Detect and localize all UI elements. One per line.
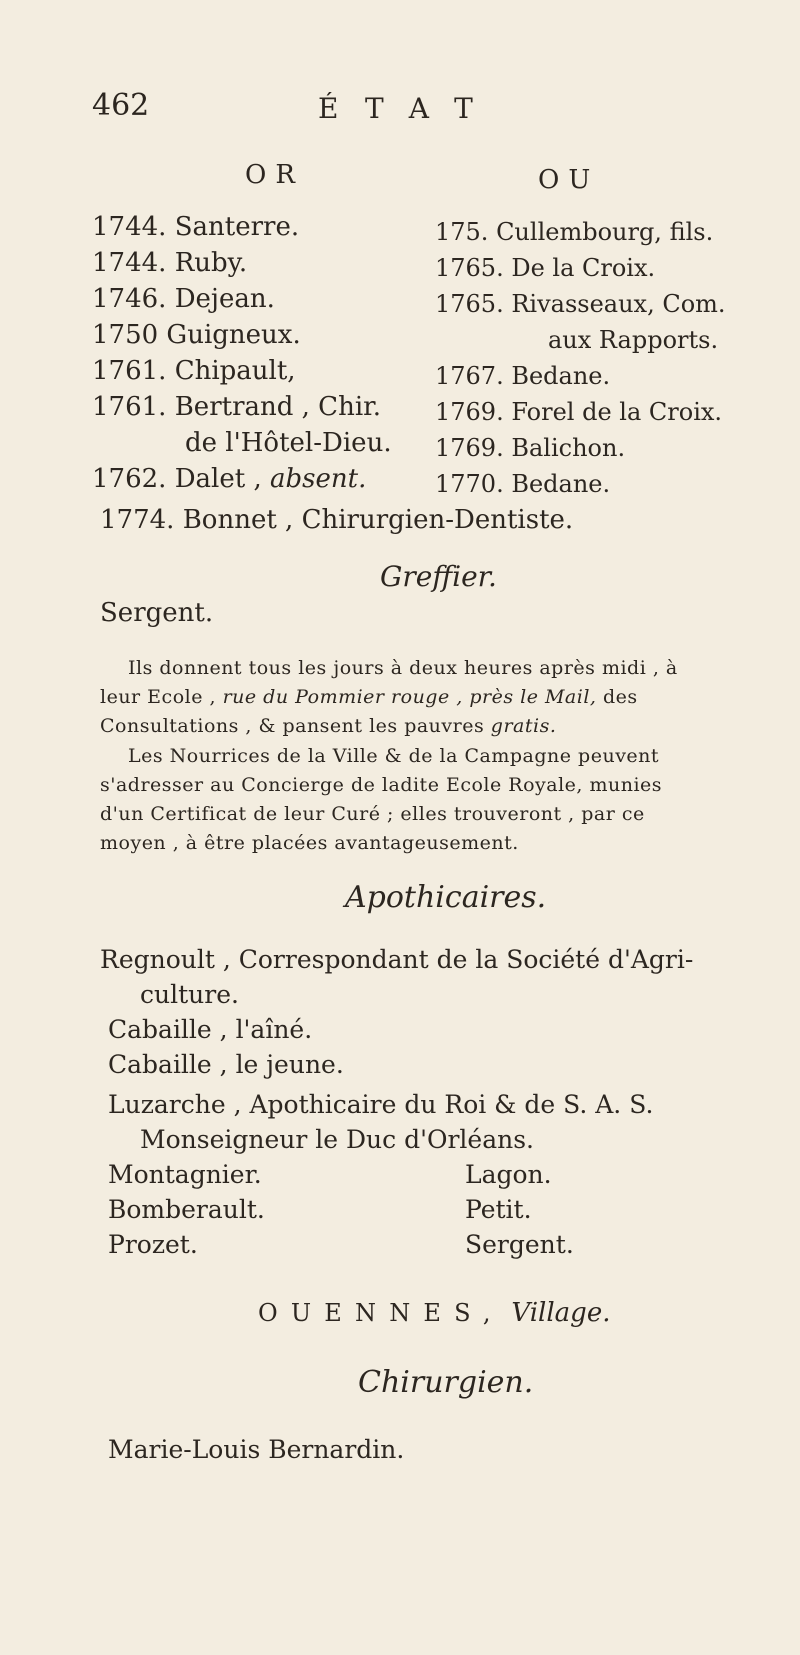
notice-line — [100, 715, 556, 737]
village-line — [258, 1298, 610, 1328]
apothicaire-left-name: Prozet. — [108, 1230, 198, 1259]
notice-line: s'adresser au Concierge de ladite Ecole Royale, munies — [100, 774, 663, 796]
right-entry: 1770. Bedane. — [435, 470, 611, 498]
page-number: 462 — [92, 88, 150, 123]
apothicaire-entry: Cabaille , l'aîné. — [108, 1015, 313, 1044]
apothicaire-entry-continuation: Monseigneur le Duc d'Orléans. — [140, 1125, 534, 1154]
apothicaire-right-name: Petit. — [465, 1195, 532, 1224]
chirurgien-heading: Chirurgien. — [358, 1365, 534, 1400]
right-entry: 1769. Forel de la Croix. — [435, 398, 723, 426]
village-name: OUENNES, — [258, 1299, 504, 1327]
greffier-name: Sergent. — [100, 598, 214, 628]
left-entry: 1746. Dejean. — [92, 284, 275, 314]
absent-note: absent. — [270, 464, 367, 494]
greffier-heading: Greffier. — [380, 560, 497, 593]
right-entry-continuation: aux Rapports. — [548, 326, 719, 354]
apothicaire-entry: Luzarche , Apothicaire du Roi & de S. A. S. — [108, 1090, 654, 1119]
left-entry: 1761. Chipault, — [92, 356, 296, 386]
left-entry: 1761. Bertrand , Chir. — [92, 392, 381, 422]
left-entry: 1744. Ruby. — [92, 248, 248, 278]
apothicaire-entry-continuation: culture. — [140, 980, 239, 1009]
apothicaire-entry: Regnoult , Correspondant de la Société d'Agri- — [100, 945, 694, 974]
apothicaire-left-name: Bomberault. — [108, 1195, 265, 1224]
apothicaire-entry: Cabaille , le jeune. — [108, 1050, 344, 1079]
notice-text: des — [603, 686, 638, 708]
apothicaire-right-name: Sergent. — [465, 1230, 574, 1259]
chirurgien-name: Marie-Louis Bernardin. — [108, 1435, 405, 1464]
bonnet-entry: 1774. Bonnet , Chirurgien-Dentiste. — [100, 505, 574, 535]
apothicaires-heading: Apothicaires. — [345, 880, 547, 915]
notice-line: Ils donnent tous les jours à deux heures après midi , à — [128, 657, 678, 679]
left-entry: 1744. Santerre. — [92, 212, 300, 242]
apothicaire-left-name: Montagnier. — [108, 1160, 262, 1189]
notice-address: rue du Pommier rouge , près le Mail, — [222, 686, 597, 708]
right-entry: 175. Cullembourg, fils. — [435, 218, 714, 246]
right-entry: 1765. Rivasseaux, Com. — [435, 290, 726, 318]
left-entry-text: 1762. Dalet , — [92, 464, 262, 494]
right-entry: 1765. De la Croix. — [435, 254, 656, 282]
left-entry: 1750 Guigneux. — [92, 320, 301, 350]
notice-text: leur Ecole , — [100, 686, 217, 708]
ou-label: OU — [538, 165, 600, 195]
left-entry — [92, 464, 366, 494]
or-label: OR — [245, 160, 305, 190]
notice-line: moyen , à être placées avantageusement. — [100, 832, 519, 854]
notice-line: d'un Certificat de leur Curé ; elles trouveront , par ce — [100, 803, 645, 825]
left-entry-continuation: de l'Hôtel-Dieu. — [185, 428, 392, 458]
right-entry: 1769. Balichon. — [435, 434, 626, 462]
notice-gratis: gratis. — [490, 715, 557, 737]
notice-line — [100, 686, 638, 708]
notice-line: Les Nourrices de la Ville & de la Campagne peuvent — [128, 745, 660, 767]
running-title: ÉTAT — [318, 92, 500, 125]
right-entry: 1767. Bedane. — [435, 362, 611, 390]
village-label: Village. — [511, 1298, 611, 1328]
apothicaire-right-name: Lagon. — [465, 1160, 552, 1189]
notice-text: Consultations , & pansent les pauvres — [100, 715, 485, 737]
